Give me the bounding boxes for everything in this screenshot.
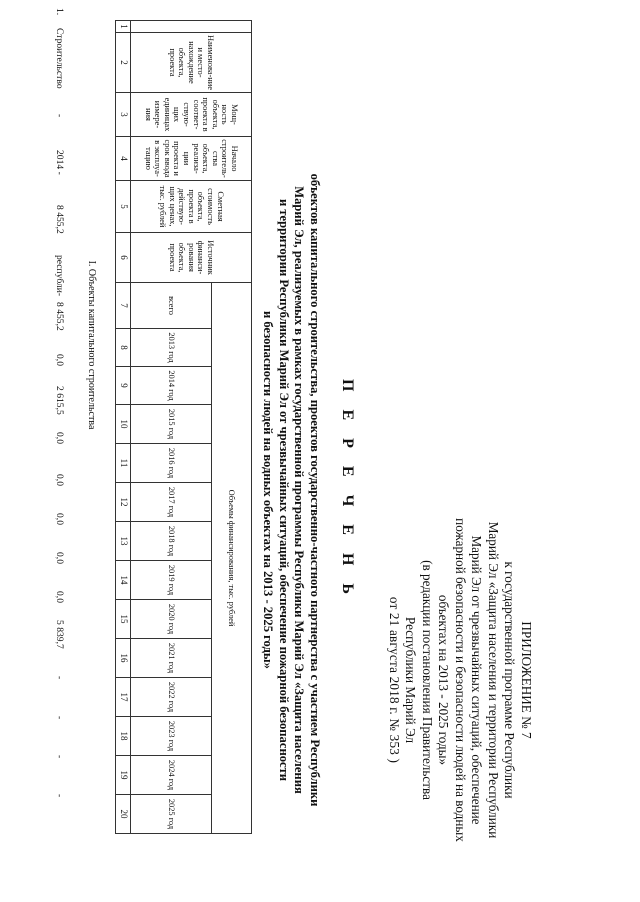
- header-cell-year: 2022 год: [131, 678, 212, 717]
- appendix-line: Республики Марий Эл: [403, 616, 419, 744]
- header-cell-year: 2016 год: [131, 444, 212, 483]
- row-value: -: [54, 676, 65, 680]
- row-value: 0,0: [54, 513, 65, 525]
- column-number: 2: [116, 33, 131, 93]
- header-cell-year: 2023 год: [131, 717, 212, 756]
- header-cell-year: 2025 год: [131, 795, 212, 834]
- header-cell-year: 2019 год: [131, 561, 212, 600]
- appendix-line: объектах на 2013 - 2025 годы»: [436, 594, 452, 766]
- row-number: 1.: [54, 8, 65, 16]
- list-title-line: и безопасности людей на водных объектах на 2013 - 2025 годы»: [261, 311, 276, 669]
- header-cell-total: всего: [131, 283, 212, 329]
- appendix-line: Марий Эл «Защита населения и территории Республики: [486, 521, 501, 839]
- row-value: 0,0: [54, 552, 65, 564]
- appendix-title: ПРИЛОЖЕНИЕ № 7: [519, 621, 534, 739]
- header-cell-year: 2017 год: [131, 483, 212, 522]
- header-cell-year: 2024 год: [131, 756, 212, 795]
- header-cell-year: 2014 год: [131, 367, 212, 405]
- header-cell-year: 2013 год: [131, 329, 212, 367]
- appendix-line: к государственной программе Республики: [502, 561, 518, 799]
- header-cell-source: Источник финанси-рования объекта, проекта: [131, 233, 252, 283]
- list-title-line: объектов капитального строительства, проектов государственно-частного партнерства с участием Республики: [308, 173, 322, 807]
- row-value: -: [54, 794, 65, 798]
- column-number: 5: [116, 181, 131, 233]
- row-value: -: [54, 755, 65, 759]
- column-number: 12: [116, 483, 131, 522]
- column-number: 3: [116, 93, 131, 137]
- row-capacity: -: [54, 114, 65, 118]
- column-number-row: [116, 21, 131, 834]
- row-value: 0,0: [54, 591, 65, 603]
- column-number: 17: [116, 678, 131, 717]
- appendix-block: [386, 470, 535, 890]
- row-value: -: [54, 716, 65, 720]
- header-cell-name: Наименова-ние и место-нахождение объекта, проекта: [131, 33, 252, 93]
- row-value: 0,0: [54, 354, 65, 366]
- list-title-line: и территории Республики Марий Эл от чрезвычайных ситуаций, обеспечение пожарной безопасности: [277, 198, 291, 782]
- section-title: I. Объекты капитального строительства: [86, 260, 97, 430]
- column-number: 19: [116, 756, 131, 795]
- list-title-line: Марий Эл, реализуемых в рамках государственной программы Республики Марий Эл «Защита населения: [292, 186, 307, 794]
- column-number: 6: [116, 233, 131, 283]
- financing-table: [115, 20, 252, 834]
- column-number: 10: [116, 405, 131, 444]
- column-number: 20: [116, 795, 131, 834]
- column-number: 16: [116, 639, 131, 678]
- column-number: 4: [116, 137, 131, 181]
- appendix-date-number: от 21 августа 2018 г. № 353 ): [387, 596, 402, 764]
- list-heading: П Е Р Е Ч Е Н Ь: [339, 379, 356, 601]
- header-cell-year: 2015 год: [131, 405, 212, 444]
- row-object-name: Строительство: [54, 28, 65, 89]
- header-cell-start: Начало строитель-ства объекта, реализа-ции проекта и срок ввода в эксплуа-тацию: [131, 137, 252, 181]
- list-title-block: [260, 80, 356, 900]
- row-cost: 8 455,2: [54, 205, 65, 234]
- header-cell-capacity: Мощ-ность объекта, проекта в соответ-ствую-щих единицах измере-ния: [131, 93, 252, 137]
- header-cell-volumes: Объемы финансирования, тыс. рублей: [212, 283, 252, 834]
- header-cell-year: 2020 год: [131, 600, 212, 639]
- column-number: 11: [116, 444, 131, 483]
- column-number: 14: [116, 561, 131, 600]
- appendix-line: (в редакции постановления Правительства: [420, 560, 435, 800]
- row-total: 8 455,2: [54, 302, 65, 331]
- column-number: 7: [116, 283, 131, 329]
- header-cell-year: 2018 год: [131, 522, 212, 561]
- row-source: республи-: [54, 255, 65, 297]
- row-value: 0,0: [54, 474, 65, 486]
- column-number: 8: [116, 329, 131, 367]
- header-cell-year: 2021 год: [131, 639, 212, 678]
- row-value: 2 615,5: [54, 386, 65, 415]
- column-number: 1: [116, 21, 131, 33]
- row-start-year: 2014 -: [54, 150, 65, 175]
- row-value: 5 839,7: [54, 620, 65, 649]
- row-value: 0,0: [54, 432, 65, 444]
- appendix-line: Марий Эл от чрезвычайных ситуаций, обеспечение: [469, 535, 485, 825]
- column-number: 9: [116, 367, 131, 405]
- header-cell-num: [131, 21, 252, 33]
- column-number: 18: [116, 717, 131, 756]
- column-number: 13: [116, 522, 131, 561]
- appendix-line: пожарной безопасности и безопасности людей на водных: [453, 518, 468, 842]
- column-number: 15: [116, 600, 131, 639]
- header-cell-cost: Сметная стоимость объекта, проекта в действую-щих ценах, тыс. рублей: [131, 181, 252, 233]
